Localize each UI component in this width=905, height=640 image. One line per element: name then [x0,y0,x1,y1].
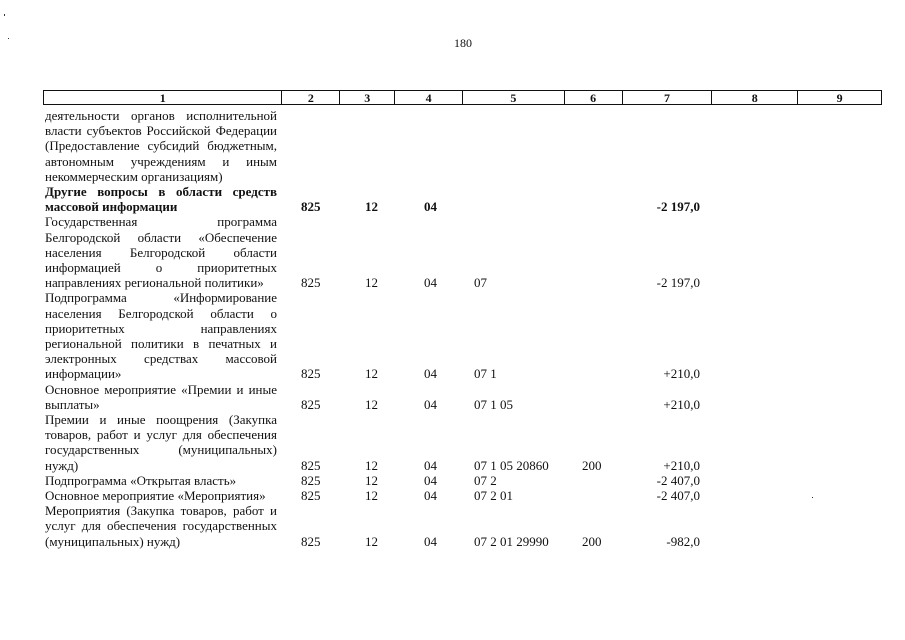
scan-speck [8,38,9,39]
row-cell-c3: 12 [365,396,378,412]
header-col-7: 7 [623,91,713,104]
row-cell-c5: 07 1 05 [474,396,513,412]
header-col-6: 6 [565,91,623,104]
row-description: Государственная программа Белгородской области «Обеспечение населения Белгородской области информацией о приоритетных направлениях региональной политики» [45,214,277,291]
table-row [45,184,885,214]
row-cell-c2: 825 [301,199,321,215]
header-col-2: 2 [282,91,340,104]
row-cell-c4: 04 [424,396,437,412]
row-cell-c3: 12 [365,533,378,549]
row-cell-c2: 825 [301,396,321,412]
row-cell-c4: 04 [424,275,437,291]
table-row [45,108,885,184]
scan-speck [812,497,813,498]
row-cell-c4: 04 [424,533,437,549]
row-cell-c3: 12 [365,199,378,215]
scan-speck [4,14,5,16]
header-col-9: 9 [836,90,843,105]
header-col-1: 1 [44,91,282,104]
row-description: деятельности органов исполнительной власти субъектов Российской Федерации (Предоставление субсидий бюджетным, автономным учреждениям и иным некоммерческим организациям) [45,108,277,184]
table-row [45,488,885,503]
row-cell-c2: 825 [301,457,321,473]
row-cell-c5: 07 [474,275,487,291]
row-cell-c4: 04 [424,366,437,382]
row-cell-c2: 825 [301,533,321,549]
table-row [45,290,885,381]
row-cell-c7: +210,0 [663,396,700,412]
table-row [45,214,885,290]
row-cell-c3: 12 [365,488,378,504]
table-row [45,473,885,488]
row-cell-c7: -982,0 [666,533,700,549]
header-col-5: 5 [463,91,565,104]
row-cell-c7: -2 197,0 [656,199,700,215]
table-row [45,382,885,412]
row-cell-c3: 12 [365,472,378,488]
row-cell-c3: 12 [365,275,378,291]
row-cell-c2: 825 [301,472,321,488]
row-description: Премии и иные поощрения (Закупка товаров, работ и услуг для обеспечения государственных (муниципальных) нужд) [45,412,277,473]
row-cell-c5: 07 1 05 20860 [474,457,549,473]
row-cell-c5: 07 2 01 29990 [474,533,549,549]
row-cell-c7: -2 407,0 [656,488,700,504]
row-description: Подпрограмма «Информирование населения Белгородской области о приоритетных направлениях региональной политики в печатных и электронных средствах массовой информации» [45,290,277,382]
table-body [45,108,885,549]
row-cell-c4: 04 [424,472,437,488]
row-cell-c6: 200 [582,533,602,549]
row-cell-c7: -2 407,0 [656,472,700,488]
table-row [45,412,885,473]
row-cell-c7: -2 197,0 [656,275,700,291]
table-header [43,90,882,105]
header-col-8: 8 [712,91,798,104]
row-description: Мероприятия (Закупка товаров, работ и услуг для обеспечения государственных (муниципальных) нужд) [45,503,277,549]
table-row [45,503,885,549]
row-cell-c4: 04 [424,488,437,504]
row-cell-c2: 825 [301,488,321,504]
row-cell-c7: +210,0 [663,366,700,382]
row-cell-c6: 200 [582,457,602,473]
row-cell-c4: 04 [424,457,437,473]
row-cell-c5: 07 2 [474,472,497,488]
row-description: Другие вопросы в области средств массовой информации [45,184,277,215]
row-cell-c3: 12 [365,457,378,473]
header-col-4: 4 [395,91,463,104]
row-description: Основное мероприятие «Мероприятия» [45,488,266,504]
row-cell-c3: 12 [365,366,378,382]
row-description: Основное мероприятие «Премии и иные выплаты» [45,381,277,412]
row-cell-c4: 04 [424,199,437,215]
row-cell-c5: 07 2 01 [474,488,513,504]
page-number: 180 [454,36,472,50]
row-cell-c2: 825 [301,366,321,382]
row-cell-c2: 825 [301,275,321,291]
row-cell-c7: +210,0 [663,457,700,473]
row-description: Подпрограмма «Открытая власть» [45,472,237,488]
header-col-3: 3 [340,91,395,104]
row-cell-c5: 07 1 [474,366,497,382]
